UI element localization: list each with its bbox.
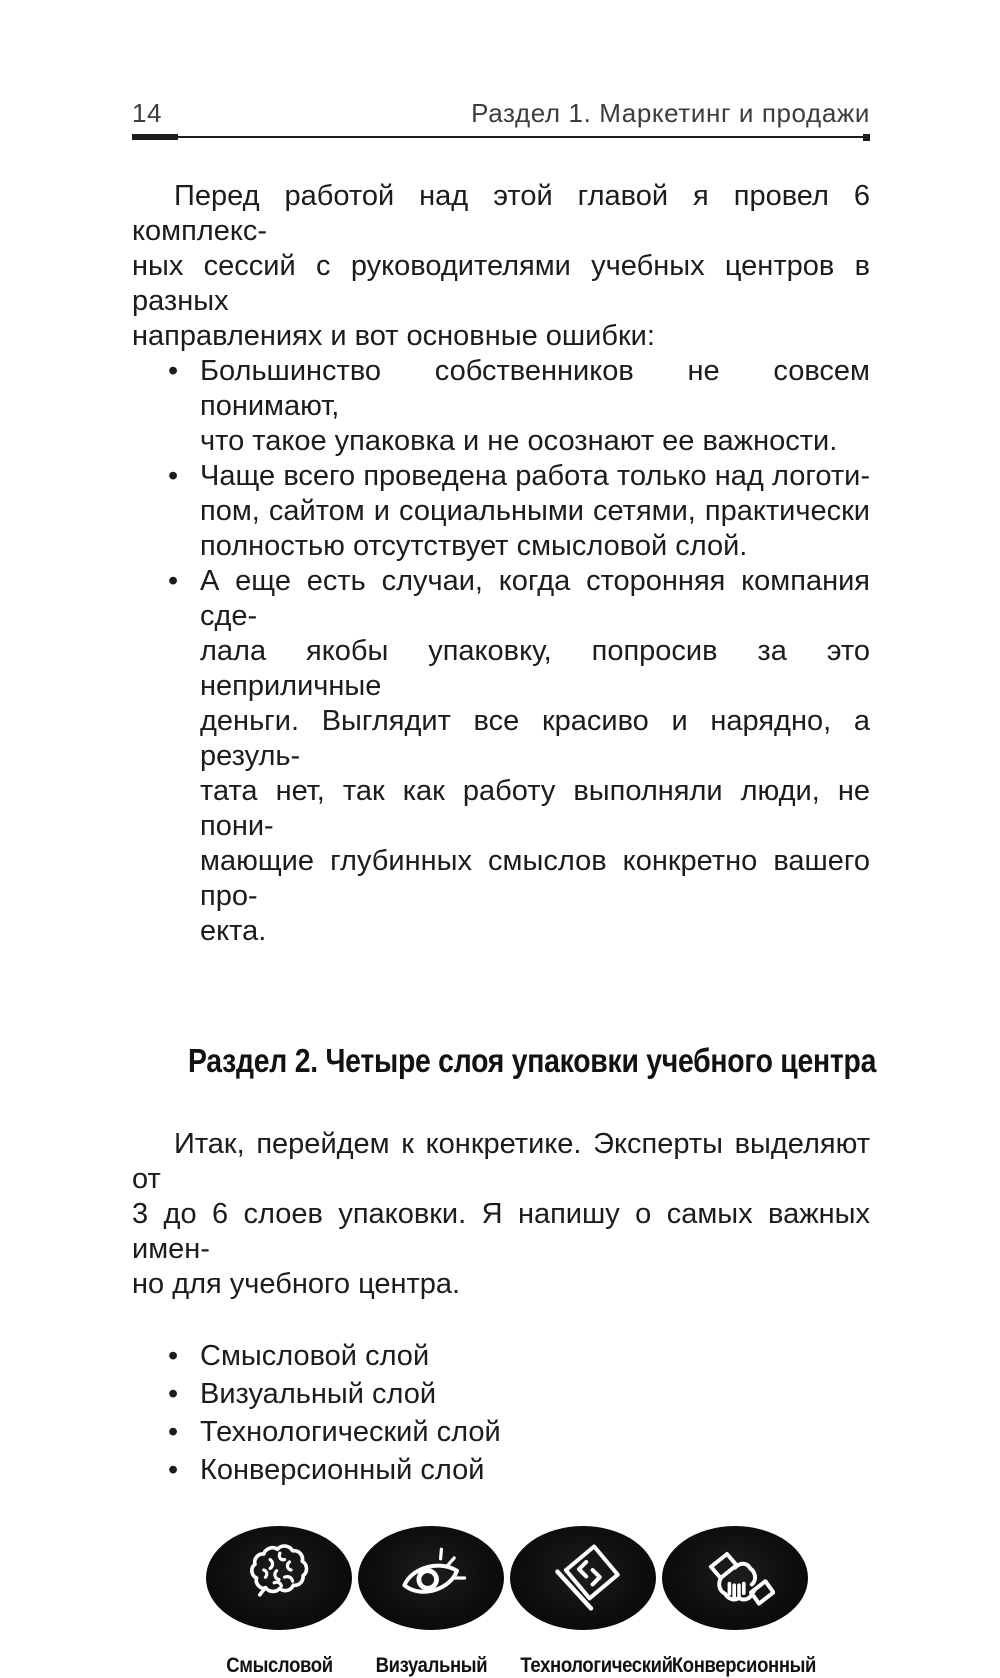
bullet-marker: • xyxy=(168,355,179,387)
running-header-title: Раздел 1. Маркетинг и продажи xyxy=(471,98,870,128)
icon-circle xyxy=(662,1526,808,1630)
bullet-marker: • xyxy=(168,1454,179,1486)
bullet-item xyxy=(132,459,870,564)
text-line: екта. xyxy=(200,915,267,947)
icon-label: Смысловой xyxy=(225,1654,333,1677)
text-line: 3 до 6 слоев упаковки. Я напишу о самых важных имен- xyxy=(132,1198,870,1265)
text-line: Итак, перейдем к конкретике. Эксперты выделяют от xyxy=(132,1128,870,1195)
page-number: 14 xyxy=(132,98,163,128)
bullet-text xyxy=(200,1451,870,1489)
text-line: пом, сайтом и социальными сетями, практически xyxy=(200,495,870,527)
document-code-icon xyxy=(543,1538,623,1618)
bullet-item xyxy=(132,1375,870,1413)
bullet-text xyxy=(200,1375,870,1413)
text-line: полностью отсутствует смысловой слой. xyxy=(200,530,748,562)
icon-label: Конверсионный xyxy=(671,1654,817,1677)
bullet-item xyxy=(132,354,870,459)
layer-figure-semantic xyxy=(206,1526,352,1678)
layer-figure-technological xyxy=(510,1526,673,1678)
text-line: Технологический слой xyxy=(200,1416,501,1448)
packaging-layers-icon-row xyxy=(144,1526,870,1678)
bullet-text xyxy=(200,354,870,459)
header-rule-end-dot xyxy=(863,134,870,141)
layer-figure-visual xyxy=(358,1526,504,1678)
bullet-marker: • xyxy=(168,565,179,597)
bullet-text xyxy=(200,564,870,949)
section-heading-text: Раздел 2. Четыре слоя упаковки учебного центра xyxy=(188,1042,877,1079)
bullet-text xyxy=(200,459,870,564)
text-line: Визуальный слой xyxy=(200,1378,437,1410)
intro-paragraph xyxy=(132,179,870,354)
bullet-marker: • xyxy=(168,1340,179,1372)
text-line: Смысловой слой xyxy=(200,1340,430,1372)
text-line: что такое упаковка и не осознают ее важности. xyxy=(200,425,838,457)
text-line: мающие глубинных смыслов конкретно вашего про- xyxy=(200,845,870,912)
header-rule-line xyxy=(132,136,867,138)
layer-figure-conversion xyxy=(662,1526,817,1678)
text-line: ных сессий с руководителями учебных центров в разных xyxy=(132,250,870,317)
text-line: тата нет, так как работу выполняли люди, не пони- xyxy=(200,775,870,842)
text-line: А еще есть случаи, когда сторонняя компания сде- xyxy=(200,565,870,632)
bullet-item xyxy=(132,1451,870,1489)
bullet-item xyxy=(132,1337,870,1375)
bullet-marker: • xyxy=(168,1378,179,1410)
bullet-marker: • xyxy=(168,460,179,492)
handshake-icon xyxy=(695,1538,775,1618)
text-line: но для учебного центра. xyxy=(132,1268,461,1300)
icon-circle xyxy=(206,1526,352,1630)
icon-label: Технологический xyxy=(520,1654,673,1677)
icon-label: Визуальный xyxy=(375,1654,487,1677)
text-line: деньги. Выглядит все красиво и нарядно, а резуль- xyxy=(200,705,870,772)
text-line: Большинство собственников не совсем понимают, xyxy=(200,355,870,422)
icon-circle xyxy=(510,1526,656,1630)
icon-circle xyxy=(358,1526,504,1630)
section-heading xyxy=(132,1041,877,1081)
bullet-marker: • xyxy=(168,1416,179,1448)
mistakes-bullet-list xyxy=(132,354,870,949)
text-line: Перед работой над этой главой я провел 6 комплекс- xyxy=(132,180,870,247)
bullet-item xyxy=(132,564,870,949)
text-line: Чаще всего проведена работа только над логоти- xyxy=(200,460,870,492)
text-line: лала якобы упаковку, попросив за это неприличные xyxy=(200,635,870,702)
running-header xyxy=(132,98,870,128)
text-line: Конверсионный слой xyxy=(200,1454,485,1486)
eye-icon xyxy=(391,1538,471,1618)
layers-intro-paragraph xyxy=(132,1127,870,1302)
bullet-text xyxy=(200,1337,870,1375)
header-rule xyxy=(132,134,870,141)
bullet-item xyxy=(132,1413,870,1451)
brain-icon xyxy=(239,1538,319,1618)
text-line: направлениях и вот основные ошибки: xyxy=(132,320,655,352)
layers-bullet-list xyxy=(132,1337,870,1489)
bullet-text xyxy=(200,1413,870,1451)
